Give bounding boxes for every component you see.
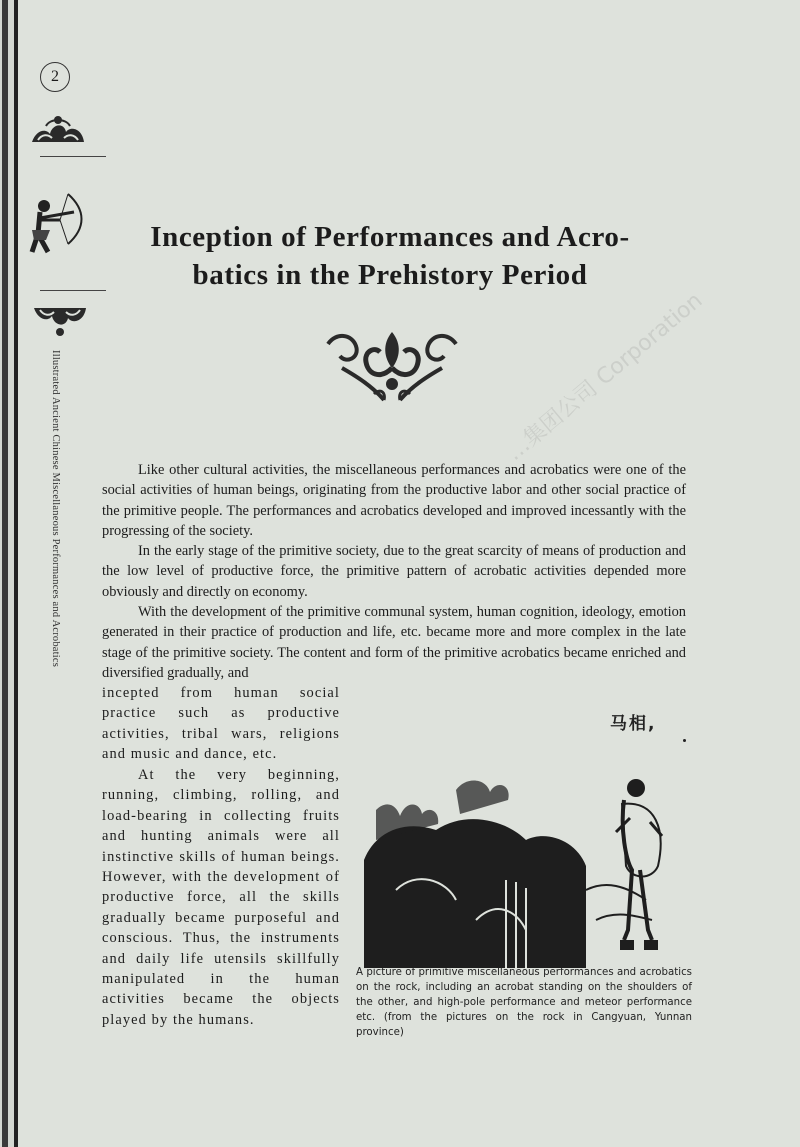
ink-dot <box>683 739 686 742</box>
margin-divider <box>40 290 106 291</box>
chapter-title-line: Inception of Performances and Acro- <box>150 221 630 253</box>
cloud-ornament-icon <box>28 108 88 148</box>
margin-divider <box>40 156 106 157</box>
page-number: 2 <box>40 62 70 92</box>
body-paragraph: With the development of the primitive communal system, human cognition, ideology, emotion generated in their practice of production and life, etc. became more and more complex in the late stage of the primitive society. The content and form of the primitive acrobatics became enriched and diversified gradually, and <box>102 604 686 682</box>
archer-icon <box>24 190 88 256</box>
seal-inscription: 马相, <box>610 714 657 734</box>
rock-painting-illustration <box>356 770 690 968</box>
chapter-title <box>100 218 680 294</box>
figure-caption: A picture of primitive miscellaneous performances and acrobatics on the rock, including an acrobat standing on the shoulders of the other, and high-pole performance and meteor performance etc. (from the pictures on the rock in Cangyuan, Yunnan province) <box>356 967 692 1038</box>
body-paragraph: Like other cultural activities, the miscellaneous performances and acrobatics were one of the social activities of human beings, originating from the productive labor and other social practice of the primitive people. The performances and acrobatics developed and improved incessantly with the progressing of the society. <box>102 462 686 540</box>
cloud-ornament-icon <box>30 302 88 342</box>
body-paragraph: In the early stage of the primitive society, due to the great scarcity of means of production and the low level of productive force, the primitive pattern of acrobatic activities depended more obviously and directly on economy. <box>102 543 686 600</box>
scan-edge <box>2 0 8 1147</box>
chapter-title-line: batics in the Prehistory Period <box>192 259 588 291</box>
lotus-ornament-icon <box>322 328 462 404</box>
running-title: Illustrated Ancient Chinese Miscellaneous Performances and Acrobatics <box>50 350 61 668</box>
body-paragraph: At the very beginning, running, climbing, rolling, and load-bearing in collecting fruits and hunting animals were all instinctive skills of human beings. However, with the development of productive force, all the skills gradually became purposeful and conscious. Thus, the instruments and daily life utensils skillfully manipulated in the human activities became the objects played by the humans. <box>102 767 340 1028</box>
body-paragraph-continued: incepted from human social practice such as productive activities, tribal wars, religions and music and dance, etc. <box>102 685 340 763</box>
watermark: …集团公司 Corporation <box>502 288 708 466</box>
